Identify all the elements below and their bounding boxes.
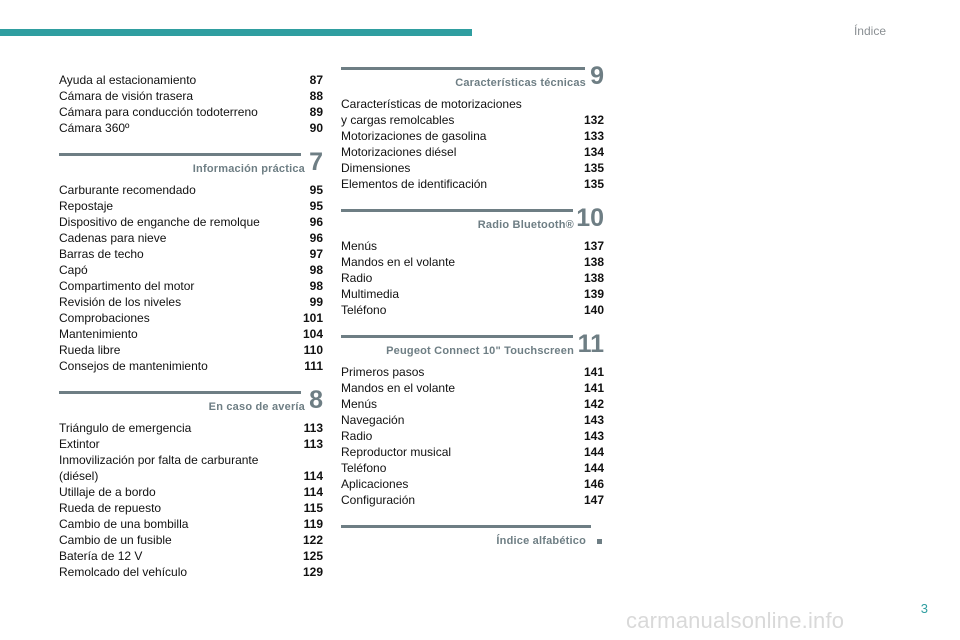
entry-label: Rueda libre	[59, 343, 121, 357]
toc-entry[interactable]	[341, 160, 604, 176]
section-8	[59, 386, 323, 580]
entry-page: 96	[309, 231, 323, 245]
entry-page: 132	[583, 113, 604, 127]
section-rule	[59, 153, 301, 156]
section-title[interactable]: Radio Bluetooth®	[477, 219, 574, 231]
entry-label: Capó	[59, 263, 88, 277]
section-number: 11	[577, 330, 604, 358]
entry-label: Multimedia	[341, 287, 400, 301]
square-bullet-icon	[597, 539, 602, 544]
entry-page: 101	[302, 311, 323, 325]
page-number: 3	[920, 601, 928, 616]
entry-page: 143	[583, 429, 604, 443]
entry-label: Ayuda al estacionamiento	[59, 73, 197, 87]
section-title[interactable]: En caso de avería	[208, 401, 305, 413]
entry-label: Utillaje de a bordo	[59, 485, 156, 499]
header-accent-bar	[0, 29, 472, 36]
entry-label: Teléfono	[341, 303, 387, 317]
toc-entry[interactable]	[59, 214, 323, 230]
section-rule	[341, 525, 591, 528]
entry-page: 90	[309, 121, 323, 135]
header-title: Índice	[853, 24, 886, 38]
entry-label: Carburante recomendado	[59, 183, 196, 197]
toc-entry[interactable]	[59, 484, 323, 500]
entry-page: 113	[303, 421, 323, 435]
toc-entry[interactable]	[59, 516, 323, 532]
toc-entry[interactable]	[341, 460, 604, 476]
entry-label	[59, 452, 258, 484]
entry-page: 87	[309, 73, 323, 87]
toc-entry[interactable]	[341, 286, 604, 302]
toc-entry[interactable]	[341, 144, 604, 160]
entry-label: Mantenimiento	[59, 327, 138, 341]
entry-page: 141	[583, 365, 604, 379]
entry-label: Menús	[341, 397, 378, 411]
entry-page: 113	[303, 437, 323, 451]
entry-page: 143	[583, 413, 604, 427]
entry-label: Navegación	[341, 413, 405, 427]
entry-label: Aplicaciones	[341, 477, 409, 491]
entry-label: Repostaje	[59, 199, 114, 213]
toc-entry[interactable]	[341, 96, 604, 128]
entry-label-line: (diésel)	[59, 469, 99, 483]
entry-page: 95	[309, 199, 323, 213]
entry-page: 98	[309, 279, 323, 293]
toc-entry[interactable]	[59, 500, 323, 516]
entry-label: Motorizaciones diésel	[341, 145, 457, 159]
toc-entry[interactable]	[59, 564, 323, 580]
entry-label: Radio	[341, 271, 373, 285]
entry-page: 139	[583, 287, 604, 301]
section-rule	[341, 209, 573, 212]
toc-entry[interactable]	[59, 342, 323, 358]
section-rule	[341, 67, 585, 70]
entry-page: 146	[583, 477, 604, 491]
entry-label: Primeros pasos	[341, 365, 425, 379]
entry-label: Menús	[341, 239, 378, 253]
toc-entry[interactable]	[341, 428, 604, 444]
entry-label: Consejos de mantenimiento	[59, 359, 208, 373]
toc-entry[interactable]	[341, 176, 604, 192]
toc-entry[interactable]	[59, 436, 323, 452]
watermark: carmanualsonline.info	[626, 608, 845, 633]
entry-label: Barras de techo	[59, 247, 144, 261]
toc-entry[interactable]	[59, 230, 323, 246]
section-number: 10	[576, 204, 604, 232]
section-title[interactable]: Índice alfabético	[496, 535, 586, 547]
entry-label-line: Características de motorizaciones	[341, 97, 522, 111]
section-title[interactable]: Información práctica	[192, 163, 305, 175]
toc-entry[interactable]	[59, 88, 323, 104]
entry-page: 111	[304, 359, 323, 373]
toc-entry[interactable]	[59, 420, 323, 436]
intro-entries	[59, 72, 323, 136]
toc-entry[interactable]	[341, 396, 604, 412]
entry-page: 97	[309, 247, 323, 261]
entry-label: Dimensiones	[341, 161, 411, 175]
entry-label: Dispositivo de enganche de remolque	[59, 215, 260, 229]
section-7	[59, 148, 323, 374]
entry-page: 104	[302, 327, 323, 341]
toc-entry[interactable]	[59, 120, 323, 136]
entry-page: 110	[303, 343, 323, 357]
toc-entry[interactable]	[59, 532, 323, 548]
entry-page: 115	[303, 501, 323, 515]
toc-entry[interactable]	[59, 198, 323, 214]
entry-label: Comprobaciones	[59, 311, 150, 325]
toc-entry[interactable]	[59, 548, 323, 564]
entry-label: Configuración	[341, 493, 416, 507]
entry-page: 129	[302, 565, 323, 579]
section-header	[341, 520, 604, 552]
entry-page: 122	[302, 533, 323, 547]
entry-label: Cámara para conducción todoterreno	[59, 105, 258, 119]
toc-entry[interactable]	[59, 326, 323, 342]
entry-page: 144	[583, 445, 604, 459]
entry-label: Mandos en el volante	[341, 255, 456, 269]
entry-page: 134	[583, 145, 604, 159]
section-11	[341, 330, 604, 508]
toc-entry[interactable]	[341, 128, 604, 144]
entry-label	[341, 96, 522, 128]
section-title[interactable]: Características técnicas	[455, 77, 586, 89]
entry-label: Cambio de un fusible	[59, 533, 172, 547]
entry-page: 98	[309, 263, 323, 277]
toc-entry[interactable]	[59, 310, 323, 326]
entry-label: Batería de 12 V	[59, 549, 143, 563]
toc-entry[interactable]	[59, 262, 323, 278]
entry-label-line: y cargas remolcables	[341, 113, 455, 127]
section-rule	[59, 391, 301, 394]
entry-label: Rueda de repuesto	[59, 501, 162, 515]
entry-label: Elementos de identificación	[341, 177, 488, 191]
entry-label: Mandos en el volante	[341, 381, 456, 395]
toc-right-column	[341, 62, 604, 554]
entry-page: 141	[583, 381, 604, 395]
section-index	[341, 520, 604, 552]
entry-page: 133	[583, 129, 604, 143]
entry-page: 114	[303, 485, 323, 499]
section-number: 7	[309, 148, 323, 176]
toc-entry[interactable]	[59, 358, 323, 374]
toc-entry[interactable]	[59, 246, 323, 262]
entry-page: 147	[583, 493, 604, 507]
section-header	[341, 62, 604, 94]
entry-page: 114	[303, 469, 323, 483]
section-number: 8	[309, 386, 323, 414]
entry-label: Triángulo de emergencia	[59, 421, 192, 435]
section-header	[341, 204, 604, 236]
entry-label: Extintor	[59, 437, 100, 451]
entry-label: Compartimento del motor	[59, 279, 195, 293]
entry-page: 99	[309, 295, 323, 309]
toc-entry[interactable]	[59, 72, 323, 88]
toc-entry[interactable]	[341, 412, 604, 428]
entry-label: Cámara de visión trasera	[59, 89, 194, 103]
entry-page: 142	[583, 397, 604, 411]
entry-page: 138	[583, 255, 604, 269]
toc-left-column	[59, 72, 323, 580]
section-rule	[341, 335, 573, 338]
section-header	[59, 386, 323, 418]
entry-page: 144	[583, 461, 604, 475]
entry-label: Cámara 360º	[59, 121, 130, 135]
toc-entry[interactable]	[341, 444, 604, 460]
entry-page: 88	[309, 89, 323, 103]
entry-label: Cambio de una bombilla	[59, 517, 189, 531]
section-title[interactable]: Peugeot Connect 10" Touchscreen	[386, 345, 574, 357]
entry-label: Revisión de los niveles	[59, 295, 182, 309]
toc-entry[interactable]	[59, 294, 323, 310]
toc-entry[interactable]	[59, 278, 323, 294]
toc-entry[interactable]	[59, 104, 323, 120]
toc-entry[interactable]	[341, 238, 604, 254]
toc-entry[interactable]	[341, 254, 604, 270]
section-header	[59, 148, 323, 180]
section-header	[341, 330, 604, 362]
toc-entry[interactable]	[341, 476, 604, 492]
toc-entry[interactable]	[341, 380, 604, 396]
entry-label: Teléfono	[341, 461, 387, 475]
entry-label: Radio	[341, 429, 373, 443]
entry-label: Reproductor musical	[341, 445, 452, 459]
toc-entry[interactable]	[341, 492, 604, 508]
entry-label: Cadenas para nieve	[59, 231, 167, 245]
section-number: 9	[590, 62, 604, 90]
entry-page: 89	[309, 105, 323, 119]
entry-page: 140	[583, 303, 604, 317]
section-10	[341, 204, 604, 318]
entry-page: 137	[583, 239, 604, 253]
toc-entry[interactable]	[341, 302, 604, 318]
entry-label: Motorizaciones de gasolina	[341, 129, 487, 143]
toc-entry[interactable]	[341, 364, 604, 380]
entry-label: Remolcado del vehículo	[59, 565, 188, 579]
entry-page: 119	[303, 517, 323, 531]
entry-page: 96	[309, 215, 323, 229]
entry-page: 135	[583, 161, 604, 175]
toc-entry[interactable]	[341, 270, 604, 286]
toc-entry[interactable]	[59, 452, 323, 484]
entry-page: 138	[583, 271, 604, 285]
entry-page: 135	[583, 177, 604, 191]
entry-page: 95	[309, 183, 323, 197]
toc-entry[interactable]	[59, 182, 323, 198]
entry-page: 125	[302, 549, 323, 563]
section-9	[341, 62, 604, 192]
entry-label-line: Inmovilización por falta de carburante	[59, 453, 259, 467]
